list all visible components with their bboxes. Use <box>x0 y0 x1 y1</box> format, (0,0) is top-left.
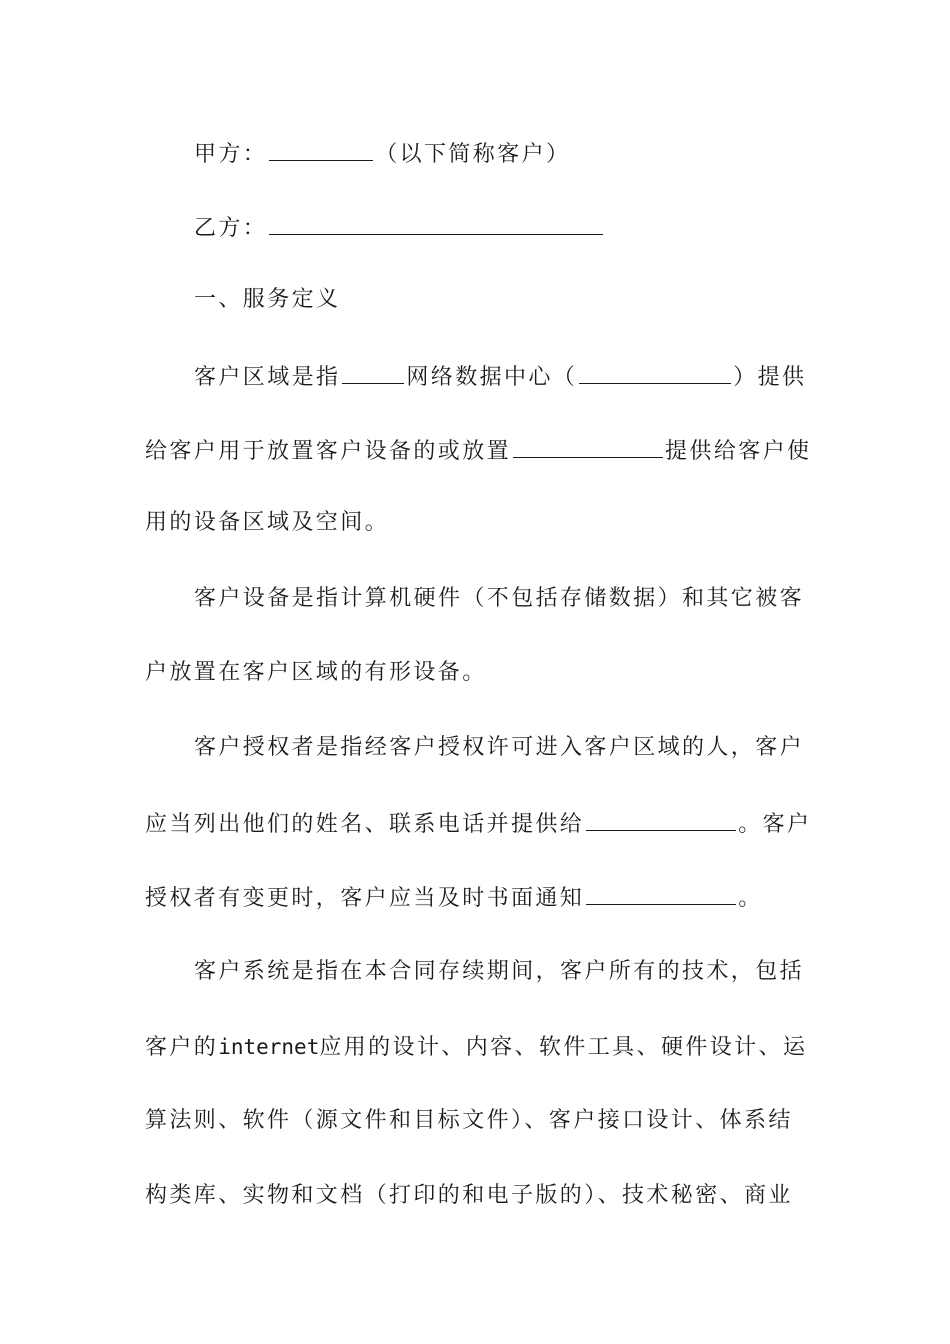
para3-text-c: 。客户 <box>738 812 812 837</box>
para4-text-internet: internet <box>218 1035 320 1059</box>
party-a-blank[interactable] <box>269 134 373 161</box>
para4-line2 <box>0 1029 950 1065</box>
party-b-label: 乙方： <box>194 216 268 241</box>
para4-text-c: 应用的设计、内容、软件工具、硬件设计、运 <box>319 1035 808 1060</box>
para1-line2 <box>0 431 950 467</box>
para2-text-b: 户放置在客户区域的有形设备。 <box>145 660 487 685</box>
party-a-label: 甲方： <box>194 142 268 167</box>
para3-line3 <box>0 878 950 914</box>
para2-line1 <box>0 581 950 617</box>
para4-text-b: 客户的 <box>145 1035 219 1060</box>
party-a-suffix: （以下简称客户） <box>375 142 571 167</box>
para1-line1 <box>0 357 950 393</box>
para1-text-e: 提供给客户使 <box>665 439 812 464</box>
para1-blank-2[interactable] <box>579 357 731 384</box>
para1-text-a: 客户区域是指 <box>194 365 341 390</box>
section-heading <box>0 282 950 318</box>
para3-blank-2[interactable] <box>586 878 736 905</box>
para4-line1 <box>0 954 950 990</box>
para3-text-e: 。 <box>738 886 763 911</box>
para3-blank-1[interactable] <box>586 804 736 831</box>
para3-line2 <box>0 804 950 840</box>
para1-blank-3[interactable] <box>513 431 663 458</box>
para3-text-a: 客户授权者是指经客户授权许可进入客户区域的人，客户 <box>194 735 805 760</box>
para3-text-b: 应当列出他们的姓名、联系电话并提供给 <box>145 812 585 837</box>
para4-line3 <box>0 1103 950 1139</box>
party-b-line <box>0 208 950 244</box>
para3-text-d: 授权者有变更时，客户应当及时书面通知 <box>145 886 585 911</box>
para3-line1 <box>0 730 950 766</box>
para1-text-d: 给客户用于放置客户设备的或放置 <box>145 439 512 464</box>
para1-blank-1[interactable] <box>342 357 404 384</box>
para4-line4 <box>0 1178 950 1214</box>
party-a-line <box>0 134 950 170</box>
section-heading-text: 一、服务定义 <box>194 287 341 312</box>
para4-text-d: 算法则、软件（源文件和目标文件）、客户接口设计、体系结 <box>145 1108 793 1133</box>
para1-text-f: 用的设备区域及空间。 <box>145 510 390 535</box>
para4-text-e: 构类库、实物和文档（打印的和电子版的）、技术秘密、商业 <box>145 1183 793 1208</box>
para2-line2 <box>0 655 950 691</box>
para4-text-a: 客户系统是指在本合同存续期间，客户所有的技术，包括 <box>194 959 805 984</box>
party-b-blank[interactable] <box>269 208 603 235</box>
para1-line3 <box>0 505 950 541</box>
para1-text-b: 网络数据中心（ <box>406 365 578 390</box>
para1-text-c: ）提供 <box>733 365 807 390</box>
para2-text-a: 客户设备是指计算机硬件（不包括存储数据）和其它被客 <box>194 586 805 611</box>
